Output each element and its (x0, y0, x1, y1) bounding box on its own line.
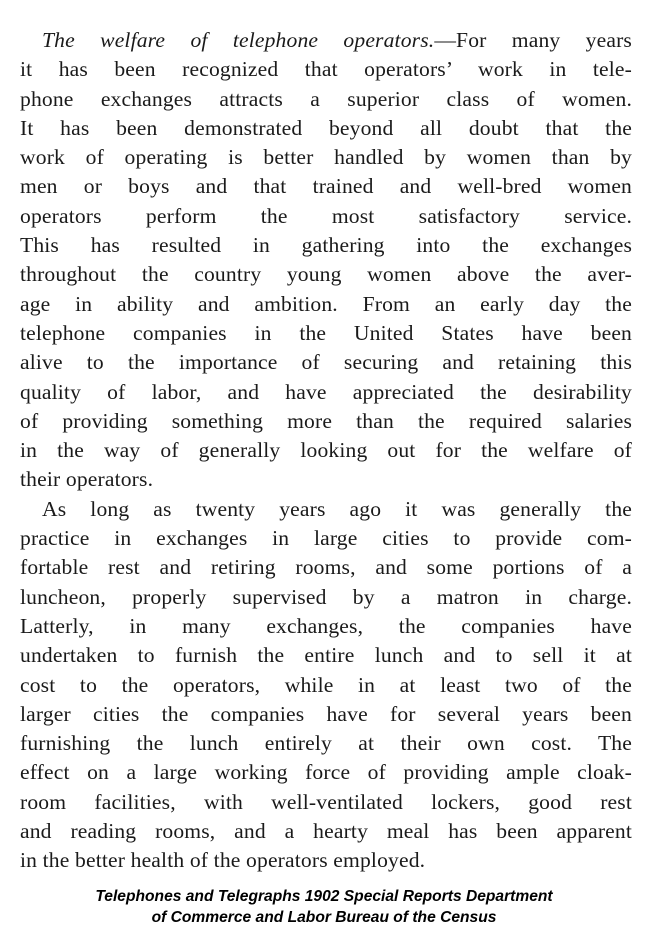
text-line: furnishing the lunch entirely at their own cost. The (20, 731, 632, 756)
text-line: quality of labor, and have appreciated the desirability (20, 379, 632, 404)
body-text (20, 26, 632, 876)
text-line: luncheon, properly supervised by a matron in charge. (20, 584, 632, 609)
text-line: Latterly, in many exchanges, the companies have (20, 613, 632, 638)
text-line: phone exchanges attracts a superior class of women. (20, 86, 632, 111)
text-line: of providing something more than the required salaries (20, 408, 632, 433)
text-line: throughout the country young women above the aver- (20, 262, 632, 287)
heading-line (20, 26, 632, 55)
text-line: alive to the importance of securing and retaining this (20, 350, 632, 375)
text-line: room facilities, with well-ventilated lockers, good rest (20, 789, 632, 814)
text-line: age in ability and ambition. From an early day the (20, 291, 632, 316)
text-line: As long as twenty years ago it was generally the (42, 496, 632, 521)
source-caption (0, 886, 648, 928)
text-line: and reading rooms, and a hearty meal has been apparent (20, 819, 632, 844)
text-line: larger cities the companies have for several years been (20, 701, 632, 726)
text-line: cost to the operators, while in at least two of the (20, 672, 632, 697)
text-line: telephone companies in the United States have been (20, 320, 632, 345)
section-heading: The welfare of telephone operators. (42, 28, 435, 52)
text-line: This has resulted in gathering into the exchanges (20, 233, 632, 258)
text-line: practice in exchanges in large cities to provide com- (20, 526, 632, 551)
text-line: their operators. (20, 467, 154, 492)
text-line: It has been demonstrated beyond all doubt that the (20, 115, 632, 140)
text-line: in the better health of the operators employed. (20, 848, 426, 873)
text-line: it has been recognized that operators’ work in tele- (20, 57, 632, 82)
text-line: effect on a large working force of providing ample cloak- (20, 760, 632, 785)
text-line: operators perform the most satisfactory service. (20, 203, 632, 228)
text-line: undertaken to furnish the entire lunch and to sell it at (20, 643, 632, 668)
text-line: work of operating is better handled by women than by (20, 145, 632, 170)
heading-continuation: —For many years (434, 28, 632, 52)
text-line: fortable rest and retiring rooms, and some portions of a (20, 555, 632, 580)
text-line: men or boys and that trained and well-bred women (20, 174, 632, 199)
caption-line-2: of Commerce and Labor Bureau of the Census (151, 909, 497, 926)
text-line: in the way of generally looking out for the welfare of (20, 438, 632, 463)
caption-line-1: Telephones and Telegraphs 1902 Special Reports Department (95, 888, 553, 905)
